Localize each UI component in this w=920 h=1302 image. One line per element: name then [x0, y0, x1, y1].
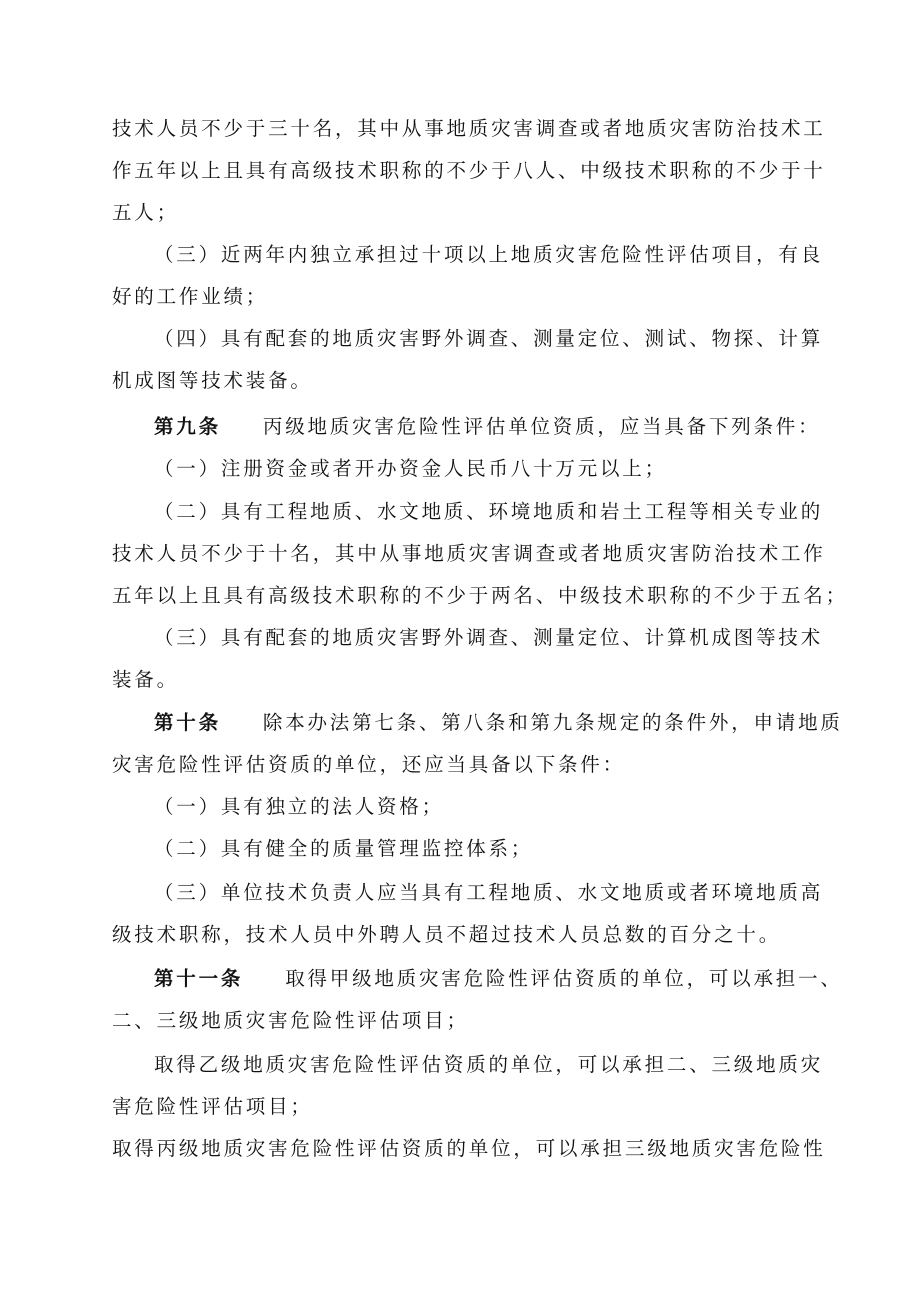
paragraph-class-c-scope	[112, 1128, 824, 1170]
text-line: 取得乙级地质灾害危险性评估资质的单位，可以承担二、三级地质灾	[154, 1053, 824, 1076]
text-line: （三）具有配套的地质灾害野外调查、测量定位、计算机成图等技术	[154, 626, 824, 649]
article-text: 丙级地质灾害危险性评估单位资质，应当具备下列条件：	[262, 415, 821, 438]
text-line: 技术人员不少于十名，其中从事地质灾害调查或者地质灾害防治技术工作	[112, 542, 826, 565]
text-line	[112, 702, 843, 744]
text-line: 作五年以上且具有高级技术职称的不少于八人、中级技术职称的不少于十	[112, 159, 826, 182]
text-line: 取得丙级地质灾害危险性评估资质的单位，可以承担三级地质灾害危险性	[112, 1137, 826, 1160]
article-heading: 第十条	[154, 711, 221, 734]
paragraph-item-one-legal-person	[112, 786, 824, 828]
text-line: 五人；	[112, 201, 179, 224]
paragraph-item-two-staff	[112, 491, 848, 617]
text-line: 灾害危险性评估资质的单位，还应当具备以下条件：	[112, 753, 625, 776]
paragraph-item-three-equipment	[112, 617, 824, 701]
paragraph-class-b-scope	[112, 1044, 824, 1128]
text-line: 五年以上且具有高级技术职称的不少于两名、中级技术职称的不少于五名；	[112, 584, 848, 607]
text-line: （一）具有独立的法人资格；	[154, 795, 444, 818]
article-nine	[112, 406, 824, 448]
text-line	[112, 406, 824, 448]
paragraph-technical-staff-continued	[112, 108, 824, 234]
text-line: 装备。	[112, 668, 179, 691]
paragraph-item-three-projects	[112, 234, 824, 318]
text-line: （一）注册资金或者开办资金人民币八十万元以上；	[154, 457, 667, 480]
article-eleven	[112, 958, 843, 1042]
article-ten	[112, 702, 843, 786]
text-line: （二）具有工程地质、水文地质、环境地质和岩土工程等相关专业的	[154, 500, 824, 523]
text-line	[112, 958, 843, 1000]
paragraph-item-four-equipment	[112, 318, 824, 402]
article-text: 除本办法第七条、第八条和第九条规定的条件外，申请地质	[262, 711, 843, 734]
text-line: （二）具有健全的质量管理监控体系；	[154, 837, 534, 860]
text-line: 二、三级地质灾害危险性评估项目；	[112, 1009, 469, 1032]
text-line: 级技术职称，技术人员中外聘人员不超过技术人员总数的百分之十。	[112, 923, 782, 946]
text-line: 技术人员不少于三十名，其中从事地质灾害调查或者地质灾害防治技术工	[112, 117, 826, 140]
text-line: （四）具有配套的地质灾害野外调查、测量定位、测试、物探、计算	[154, 327, 824, 350]
text-line: 机成图等技术装备。	[112, 369, 313, 392]
paragraph-item-three-technical-lead	[112, 872, 824, 956]
article-heading: 第十一条	[154, 967, 244, 990]
paragraph-item-two-quality	[112, 828, 824, 870]
article-text: 取得甲级地质灾害危险性评估资质的单位，可以承担一、	[285, 967, 843, 990]
paragraph-item-one-capital	[112, 448, 824, 490]
text-line: 害危险性评估项目；	[112, 1095, 313, 1118]
text-line: （三）单位技术负责人应当具有工程地质、水文地质或者环境地质高	[154, 881, 824, 904]
text-line: （三）近两年内独立承担过十项以上地质灾害危险性评估项目，有良	[154, 243, 824, 266]
article-heading: 第九条	[154, 415, 221, 438]
text-line: 好的工作业绩；	[112, 285, 269, 308]
